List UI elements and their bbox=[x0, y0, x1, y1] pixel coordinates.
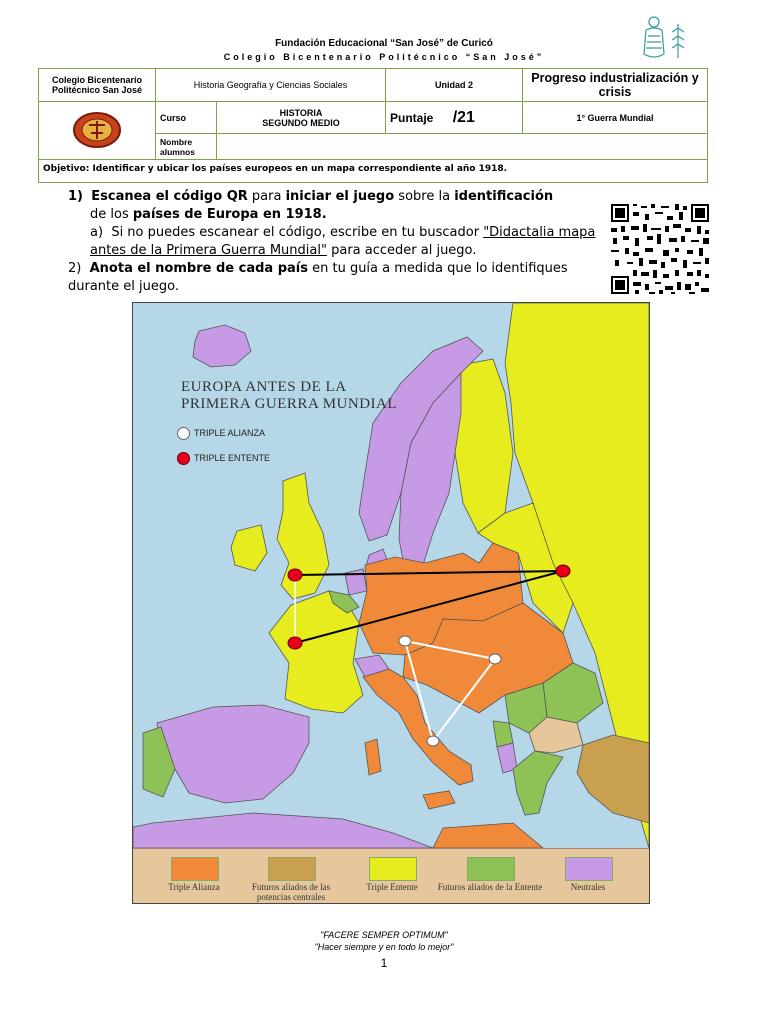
montenegro bbox=[493, 721, 513, 747]
iceland bbox=[193, 325, 251, 367]
names-label: Nombre alumnos bbox=[156, 134, 217, 160]
spain bbox=[157, 705, 309, 803]
instr-1-b: para bbox=[247, 189, 286, 204]
legend-triple-alliance bbox=[177, 427, 265, 440]
motto: "FACERE SEMPER OPTIMUM" bbox=[320, 930, 448, 940]
legend-triple-entente bbox=[177, 452, 270, 465]
north-africa bbox=[133, 813, 433, 848]
motto-translation: "Hacer siempre y en todo lo mejor" bbox=[314, 942, 454, 952]
names-field[interactable] bbox=[217, 134, 708, 160]
sicily bbox=[423, 791, 455, 809]
key-swatch-0 bbox=[171, 857, 219, 881]
instr-2-bold: Anota el nombre de cada país bbox=[89, 261, 308, 276]
key-label-0: Triple Alianza bbox=[168, 882, 220, 892]
instr-1-d: sobre la bbox=[394, 189, 455, 204]
key-label-2: Triple Entente bbox=[366, 882, 418, 892]
key-swatch-2 bbox=[369, 857, 417, 881]
sardinia bbox=[365, 739, 381, 775]
netherlands bbox=[345, 569, 367, 595]
course-value-2: SEGUNDO MEDIO bbox=[262, 117, 340, 128]
instr-1-f: de los bbox=[90, 207, 133, 222]
subject-name: Historia Geografía y Ciencias Sociales bbox=[156, 69, 386, 102]
info-table bbox=[38, 68, 708, 183]
key-label-3: Futuros aliados de la Entente bbox=[437, 882, 543, 892]
school-logo-cell bbox=[39, 102, 156, 160]
qr-code-icon[interactable] bbox=[609, 202, 711, 296]
red-dot-icon bbox=[177, 452, 190, 465]
instr-a-num: a) bbox=[90, 225, 104, 240]
unit-label: Unidad 2 bbox=[386, 69, 523, 102]
libya bbox=[433, 823, 543, 848]
instr-1-num: 1) bbox=[68, 189, 83, 204]
search-hint-link[interactable]: "Didactalia mapa antes de la Primera Guerra Mundial" bbox=[90, 225, 596, 258]
instr-2-num: 2) bbox=[68, 261, 82, 276]
map-color-key bbox=[133, 848, 649, 904]
lesson-title: 1° Guerra Mundial bbox=[523, 102, 708, 134]
college-header: Colegio Bicentenario Politécnico “San José” bbox=[223, 52, 545, 62]
instr-1-a: Escanea el código QR bbox=[91, 189, 248, 204]
ireland bbox=[231, 525, 267, 571]
saint-logo-icon bbox=[630, 14, 692, 64]
key-swatch-1 bbox=[268, 857, 316, 881]
instr-1-e: identificación bbox=[454, 189, 554, 204]
page-number: 1 bbox=[380, 956, 388, 970]
instr-2-text: en tu guía a medida que lo identifiques durante el juego. bbox=[68, 261, 568, 294]
objective: Objetivo: Identificar y ubicar los países europeos en un mapa correspondiente al año 1918. bbox=[39, 160, 708, 183]
instr-a-end: para acceder al juego. bbox=[326, 243, 477, 258]
map-title-line-1: EUROPA ANTES DE LA bbox=[181, 379, 347, 395]
score-value: /21 bbox=[452, 108, 475, 126]
course-label: Curso bbox=[156, 102, 217, 134]
legend-white-label: TRIPLE ALIANZA bbox=[194, 427, 266, 438]
map-title-line-2: PRIMERA GUERRA MUNDIAL bbox=[181, 396, 398, 412]
unit-topic: Progreso industrialización y crisis bbox=[523, 69, 708, 102]
legend-red-label: TRIPLE ENTENTE bbox=[194, 452, 271, 463]
school-crest-icon bbox=[72, 111, 122, 149]
finland bbox=[455, 359, 513, 533]
instr-a-text: Si no puedes escanear el código, escribe en tu buscador bbox=[111, 225, 484, 240]
score-label: Puntaje bbox=[390, 110, 434, 125]
school-name: Colegio Bicentenario Politécnico San José bbox=[39, 69, 156, 102]
ottoman-empire bbox=[577, 735, 649, 823]
greece bbox=[513, 751, 563, 815]
instructions bbox=[68, 188, 598, 296]
instr-1-g: países de Europa en 1918. bbox=[132, 207, 327, 222]
europe-map bbox=[132, 302, 650, 904]
key-label-4: Neutrales bbox=[570, 882, 606, 892]
instr-1-c: iniciar el juego bbox=[285, 189, 395, 204]
white-dot-icon bbox=[177, 427, 190, 440]
foundation-header: Fundación Educacional “San José” de Curicó bbox=[275, 38, 493, 49]
key-label-1: Futuros aliados de las potencias centrales bbox=[251, 882, 331, 902]
great-britain bbox=[277, 473, 329, 599]
course-value-1: HISTORIA bbox=[279, 107, 323, 118]
key-swatch-4 bbox=[565, 857, 613, 881]
key-swatch-3 bbox=[467, 857, 515, 881]
map-title bbox=[181, 379, 397, 413]
